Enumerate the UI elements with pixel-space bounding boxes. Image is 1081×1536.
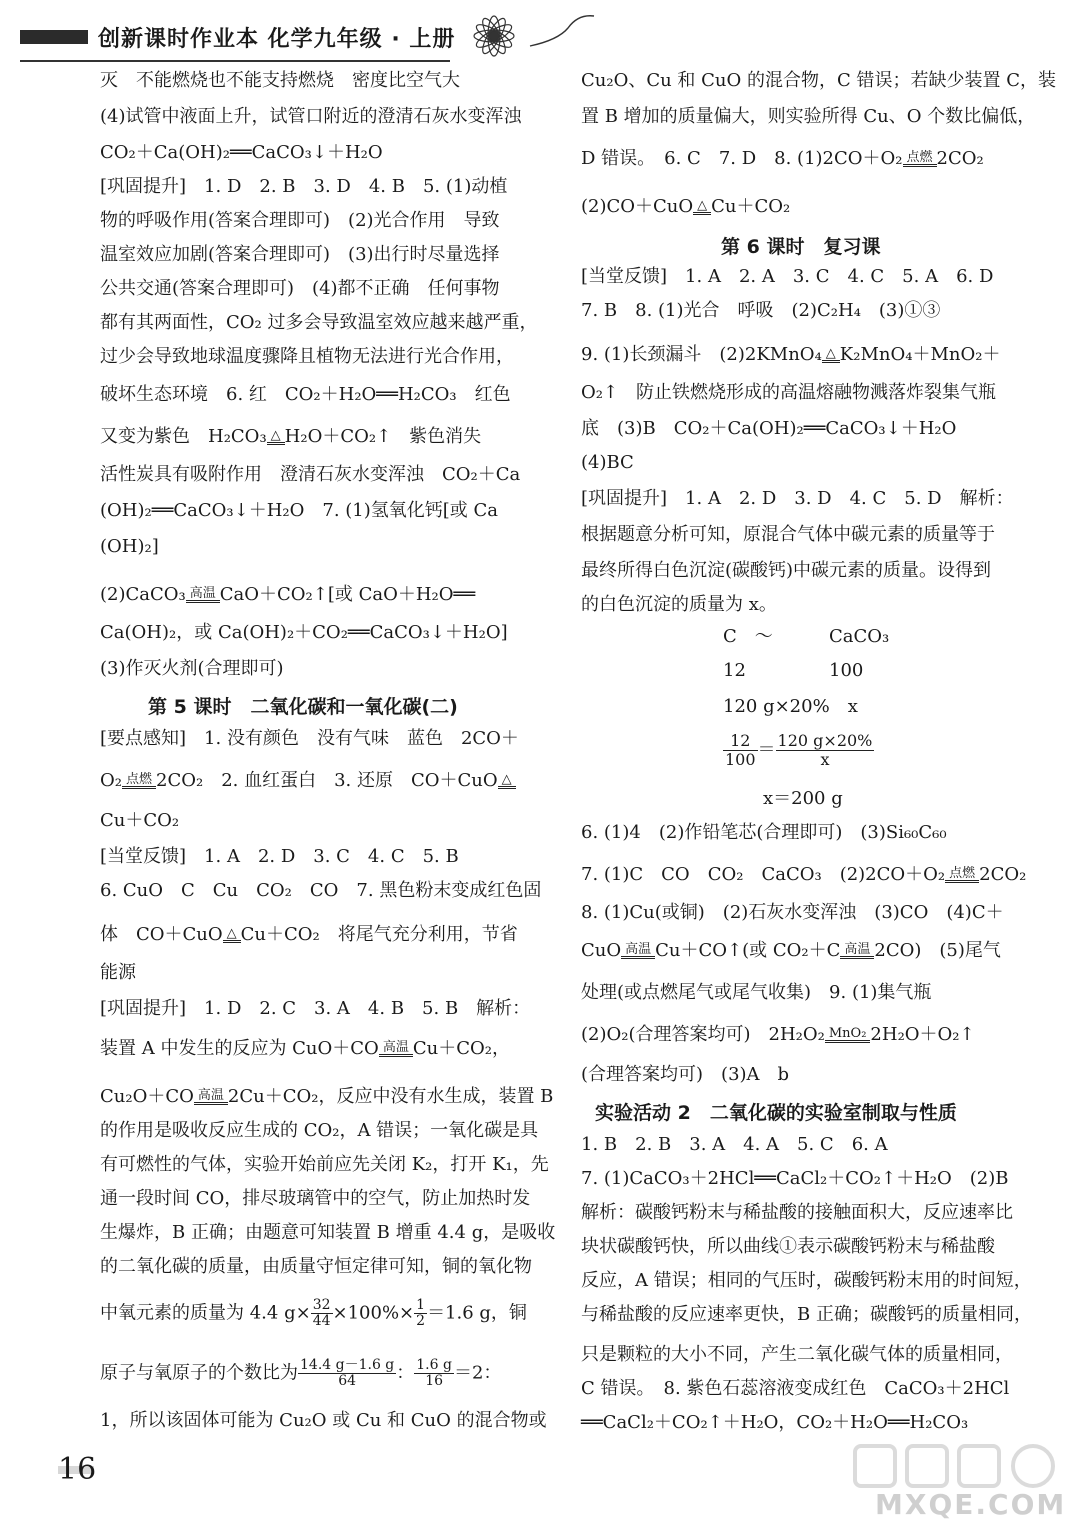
text-line: 7. (1)CaCO₃＋2HCl══CaCl₂＋CO₂↑＋H₂O (2)B bbox=[581, 1168, 1009, 1189]
text-line: 8. (1)Cu(或铜) (2)石灰水变浑浊 (3)CO (4)C＋ bbox=[581, 902, 1004, 923]
text-line: 6. CuO C Cu CO₂ CO 7. 黑色粉末变成红色固 bbox=[100, 880, 542, 901]
calc-line: 120 g×20% x bbox=[723, 696, 858, 717]
calc-line: C ～ bbox=[723, 626, 773, 647]
text-line: [要点感知] 1. 没有颜色 没有气味 蓝色 2CO＋ bbox=[100, 728, 519, 749]
text-line: 温室效应加剧(答案合理即可) (3)出行时尽量选择 bbox=[100, 244, 500, 265]
text-line: [巩固提升] 1. A 2. D 3. D 4. C 5. D 解析： bbox=[581, 488, 1014, 509]
header-decor-bar bbox=[20, 30, 88, 44]
text-line: C 错误。 8. 紫色石蕊溶液变成红色 CaCO₃＋2HCl bbox=[581, 1378, 1010, 1399]
text-line: 底 (3)B CO₂＋Ca(OH)₂══CaCO₃↓＋H₂O bbox=[581, 418, 957, 439]
fraction: $\frac{1}{2}$ bbox=[416, 1297, 426, 1329]
equation-line: 9. (1)长颈漏斗 (2)2KMnO₄ △ K₂MnO₄＋MnO₂＋ bbox=[581, 344, 1001, 365]
header-title: 创新课时作业本 化学九年级 · 上册 bbox=[98, 27, 456, 52]
heat-condition: △ bbox=[498, 774, 516, 789]
text-line: 活性炭具有吸附作用 澄清石灰水变浑浊 CO₂＋Ca bbox=[100, 464, 521, 485]
text-line: 物的呼吸作用(答案合理即可) (2)光合作用 导致 bbox=[100, 210, 500, 231]
text-line: 生爆炸，B 正确；由题意可知装置 B 增重 4.4 g，是吸收 bbox=[100, 1222, 556, 1243]
text-line: (4)BC bbox=[581, 452, 634, 473]
text-line: 7. B 8. (1)光合 呼吸 (2)C₂H₄ (3)①③ bbox=[581, 300, 941, 321]
header-swirl bbox=[528, 10, 598, 50]
catalyst-condition: MnO₂ bbox=[825, 1028, 871, 1043]
reaction-condition: 高温 bbox=[621, 944, 655, 959]
fraction: $\frac{1.6 g}{16}$ bbox=[416, 1357, 452, 1389]
equation-line: 体 CO＋CuO △ Cu＋CO₂ 将尾气充分利用，节省 bbox=[100, 924, 518, 945]
equation-line: O₂ 点燃 2CO₂ 2. 血红蛋白 3. 还原 CO＋CuO △ bbox=[100, 770, 516, 792]
equation-line: 7. (1)C CO CO₂ CaCO₃ (2)2CO＋O₂ 点燃 2CO₂ bbox=[581, 864, 1027, 885]
equation-line: (2)CO＋CuO △ Cu＋CO₂ bbox=[581, 196, 791, 217]
equation-line: (2)O₂(合理答案均可) 2H₂O₂ MnO₂ 2H₂O＋O₂↑ bbox=[581, 1024, 975, 1045]
text-line: 通一段时间 CO，排尽玻璃管中的空气，防止加热时发 bbox=[100, 1188, 531, 1209]
equation-line: CuO 高温 Cu＋CO↑(或 CO₂＋C 高温 2CO) (5)尾气 bbox=[581, 940, 1001, 961]
text-line: (OH)₂] bbox=[100, 536, 159, 557]
reaction-condition: 点燃 bbox=[903, 152, 937, 167]
page-header bbox=[0, 0, 1081, 62]
calc-line: 12 bbox=[723, 660, 746, 681]
text-line: (3)作灭火剂(合理即可) bbox=[100, 658, 284, 679]
text-line: [巩固提升] 1. D 2. C 3. A 4. B 5. B 解析： bbox=[100, 998, 531, 1019]
text-line: 破坏生态环境 6. 红 CO₂＋H₂O══H₂CO₃ 红色 bbox=[100, 384, 511, 405]
text-line: (4)试管中液面上升，试管口附近的澄清石灰水变浑浊 bbox=[100, 106, 522, 127]
calc-fraction-line: $\frac{12}{100}$ ＝ $\frac{120 g\times 20\%}{x}$ bbox=[725, 731, 873, 769]
calc-line: x＝200 g bbox=[763, 788, 843, 809]
text-line: 根据题意分析可知，原混合气体中碳元素的质量等于 bbox=[581, 524, 995, 545]
header-rule bbox=[20, 60, 450, 62]
fraction: $\frac{32}{44}$ bbox=[312, 1297, 331, 1329]
section-heading: 实验活动 2 二氧化碳的实验室制取与性质 bbox=[595, 1102, 957, 1124]
watermark bbox=[845, 1440, 1075, 1532]
text-line: 块状碳酸钙快，所以曲线①表示碳酸钙粉末与稀盐酸 bbox=[581, 1236, 995, 1257]
text-line: Cu＋CO₂ bbox=[100, 810, 180, 831]
text-line: CO₂＋Ca(OH)₂══CaCO₃↓＋H₂O bbox=[100, 142, 383, 163]
text-line: [当堂反馈] 1. A 2. D 3. C 4. C 5. B bbox=[100, 846, 459, 867]
text-line: 1，所以该固体可能为 Cu₂O 或 Cu 和 CuO 的混合物或 bbox=[100, 1410, 547, 1431]
calc-line: CaCO₃ bbox=[829, 626, 890, 647]
text-line: Ca(OH)₂，或 Ca(OH)₂＋CO₂══CaCO₃↓＋H₂O] bbox=[100, 622, 508, 643]
text-line: O₂↑ 防止铁燃烧形成的高温熔融物溅落炸裂集气瓶 bbox=[581, 382, 997, 403]
page-number: 16 bbox=[58, 1452, 97, 1487]
text-line: (合理答案均可) (3)A b bbox=[581, 1064, 790, 1085]
text-line: 过少会导致地球温度骤降且植物无法进行光合作用， bbox=[100, 346, 514, 367]
watermark-text: MXQE.COM bbox=[875, 1488, 1067, 1521]
section-heading: 第 6 课时 复习课 bbox=[721, 236, 881, 258]
heat-condition: △ bbox=[267, 430, 285, 445]
heat-condition: △ bbox=[223, 928, 241, 943]
text-line: 灭 不能燃烧也不能支持燃烧 密度比空气大 bbox=[100, 70, 460, 91]
equation-line: 又变为紫色 H₂CO₃ △ H₂O＋CO₂↑ 紫色消失 bbox=[100, 426, 482, 447]
equation-line: 中氧元素的质量为 4.4 g× $\frac{32}{44}$ ×100%× $\frac{1}{2}$ ＝1.6 g，铜 bbox=[100, 1297, 527, 1329]
text-line: Cu₂O、Cu 和 CuO 的混合物，C 错误；若缺少装置 C，装 bbox=[581, 70, 1056, 91]
reaction-condition: 点燃 bbox=[122, 774, 156, 789]
text-line: 只是颗粒的大小不同，产生二氧化碳气体的质量相同， bbox=[581, 1344, 1013, 1365]
text-line: 1. B 2. B 3. A 4. A 5. C 6. A bbox=[581, 1134, 888, 1155]
reaction-condition: 点燃 bbox=[945, 868, 979, 883]
heat-condition: △ bbox=[822, 348, 840, 363]
text-line: 最终所得白色沉淀(碳酸钙)中碳元素的质量。设得到 bbox=[581, 560, 992, 581]
text-line: 解析：碳酸钙粉末与稀盐酸的接触面积大，反应速率比 bbox=[581, 1202, 1013, 1223]
equation-line: 装置 A 中发生的反应为 CuO＋CO 高温 Cu＋CO₂， bbox=[100, 1038, 510, 1059]
text-line: 的作用是吸收反应生成的 CO₂，A 错误；一氧化碳是具 bbox=[100, 1120, 539, 1141]
text-line: 反应，A 错误；相同的气压时，碳酸钙粉末用的时间短， bbox=[581, 1270, 1032, 1291]
section-heading: 第 5 课时 二氧化碳和一氧化碳(二) bbox=[148, 696, 458, 718]
text-line: 处理(或点燃尾气或尾气收集) 9. (1)集气瓶 bbox=[581, 982, 932, 1003]
text-line: 能源 bbox=[100, 962, 136, 983]
fraction: $\frac{14.4 g-1.6 g}{64}$ bbox=[300, 1357, 395, 1389]
reaction-condition: 高温 bbox=[840, 944, 874, 959]
reaction-condition: 高温 bbox=[379, 1042, 413, 1057]
text-line: [巩固提升] 1. D 2. B 3. D 4. B 5. (1)动植 bbox=[100, 176, 508, 197]
equation-line: 原子与氧原子的个数比为 $\frac{14.4 g-1.6 g}{64}$ ： $\frac{1.6 g}{16}$ ＝2： bbox=[100, 1357, 502, 1389]
text-line: 6. (1)4 (2)作铅笔芯(合理即可) (3)Si₆₀C₆₀ bbox=[581, 822, 947, 843]
text-line: ══CaCl₂＋CO₂↑＋H₂O，CO₂＋H₂O══H₂CO₃ bbox=[581, 1412, 969, 1433]
calc-line: 100 bbox=[829, 660, 864, 681]
equation-line: Cu₂O＋CO 高温 2Cu＋CO₂，反应中没有水生成，装置 B bbox=[100, 1086, 554, 1107]
heat-condition: △ bbox=[693, 200, 711, 215]
text-line: 置 B 增加的质量偏大，则实验所得 Cu、O 个数比偏低， bbox=[581, 106, 1036, 127]
text-line: 公共交通(答案合理即可) (4)都不正确 任何事物 bbox=[100, 278, 500, 299]
watermark-logo-icon bbox=[845, 1440, 1075, 1490]
text-line: [当堂反馈] 1. A 2. A 3. C 4. C 5. A 6. D bbox=[581, 266, 994, 287]
text-line: 的二氧化碳的质量，由质量守恒定律可知，铜的氧化物 bbox=[100, 1256, 532, 1277]
text-line: (OH)₂══CaCO₃↓＋H₂O 7. (1)氢氧化钙[或 Ca bbox=[100, 500, 499, 521]
text-line: 有可燃性的气体，实验开始前应先关闭 K₂，打开 K₁，先 bbox=[100, 1154, 549, 1175]
equation-line: (2)CaCO₃ 高温 CaO＋CO₂↑[或 CaO＋H₂O══ bbox=[100, 584, 476, 605]
text-line: 都有其两面性，CO₂ 过多会导致温室效应越来越严重， bbox=[100, 312, 538, 333]
text-line: 的白色沉淀的质量为 x。 bbox=[581, 594, 777, 615]
flower-icon bbox=[455, 6, 533, 66]
reaction-condition: 高温 bbox=[186, 588, 220, 603]
reaction-condition: 高温 bbox=[194, 1090, 228, 1105]
text-line: 与稀盐酸的反应速率更快，B 正确；碳酸钙的质量相同， bbox=[581, 1304, 1032, 1325]
equation-line: D 错误。 6. C 7. D 8. (1)2CO＋O₂ 点燃 2CO₂ bbox=[581, 148, 984, 169]
